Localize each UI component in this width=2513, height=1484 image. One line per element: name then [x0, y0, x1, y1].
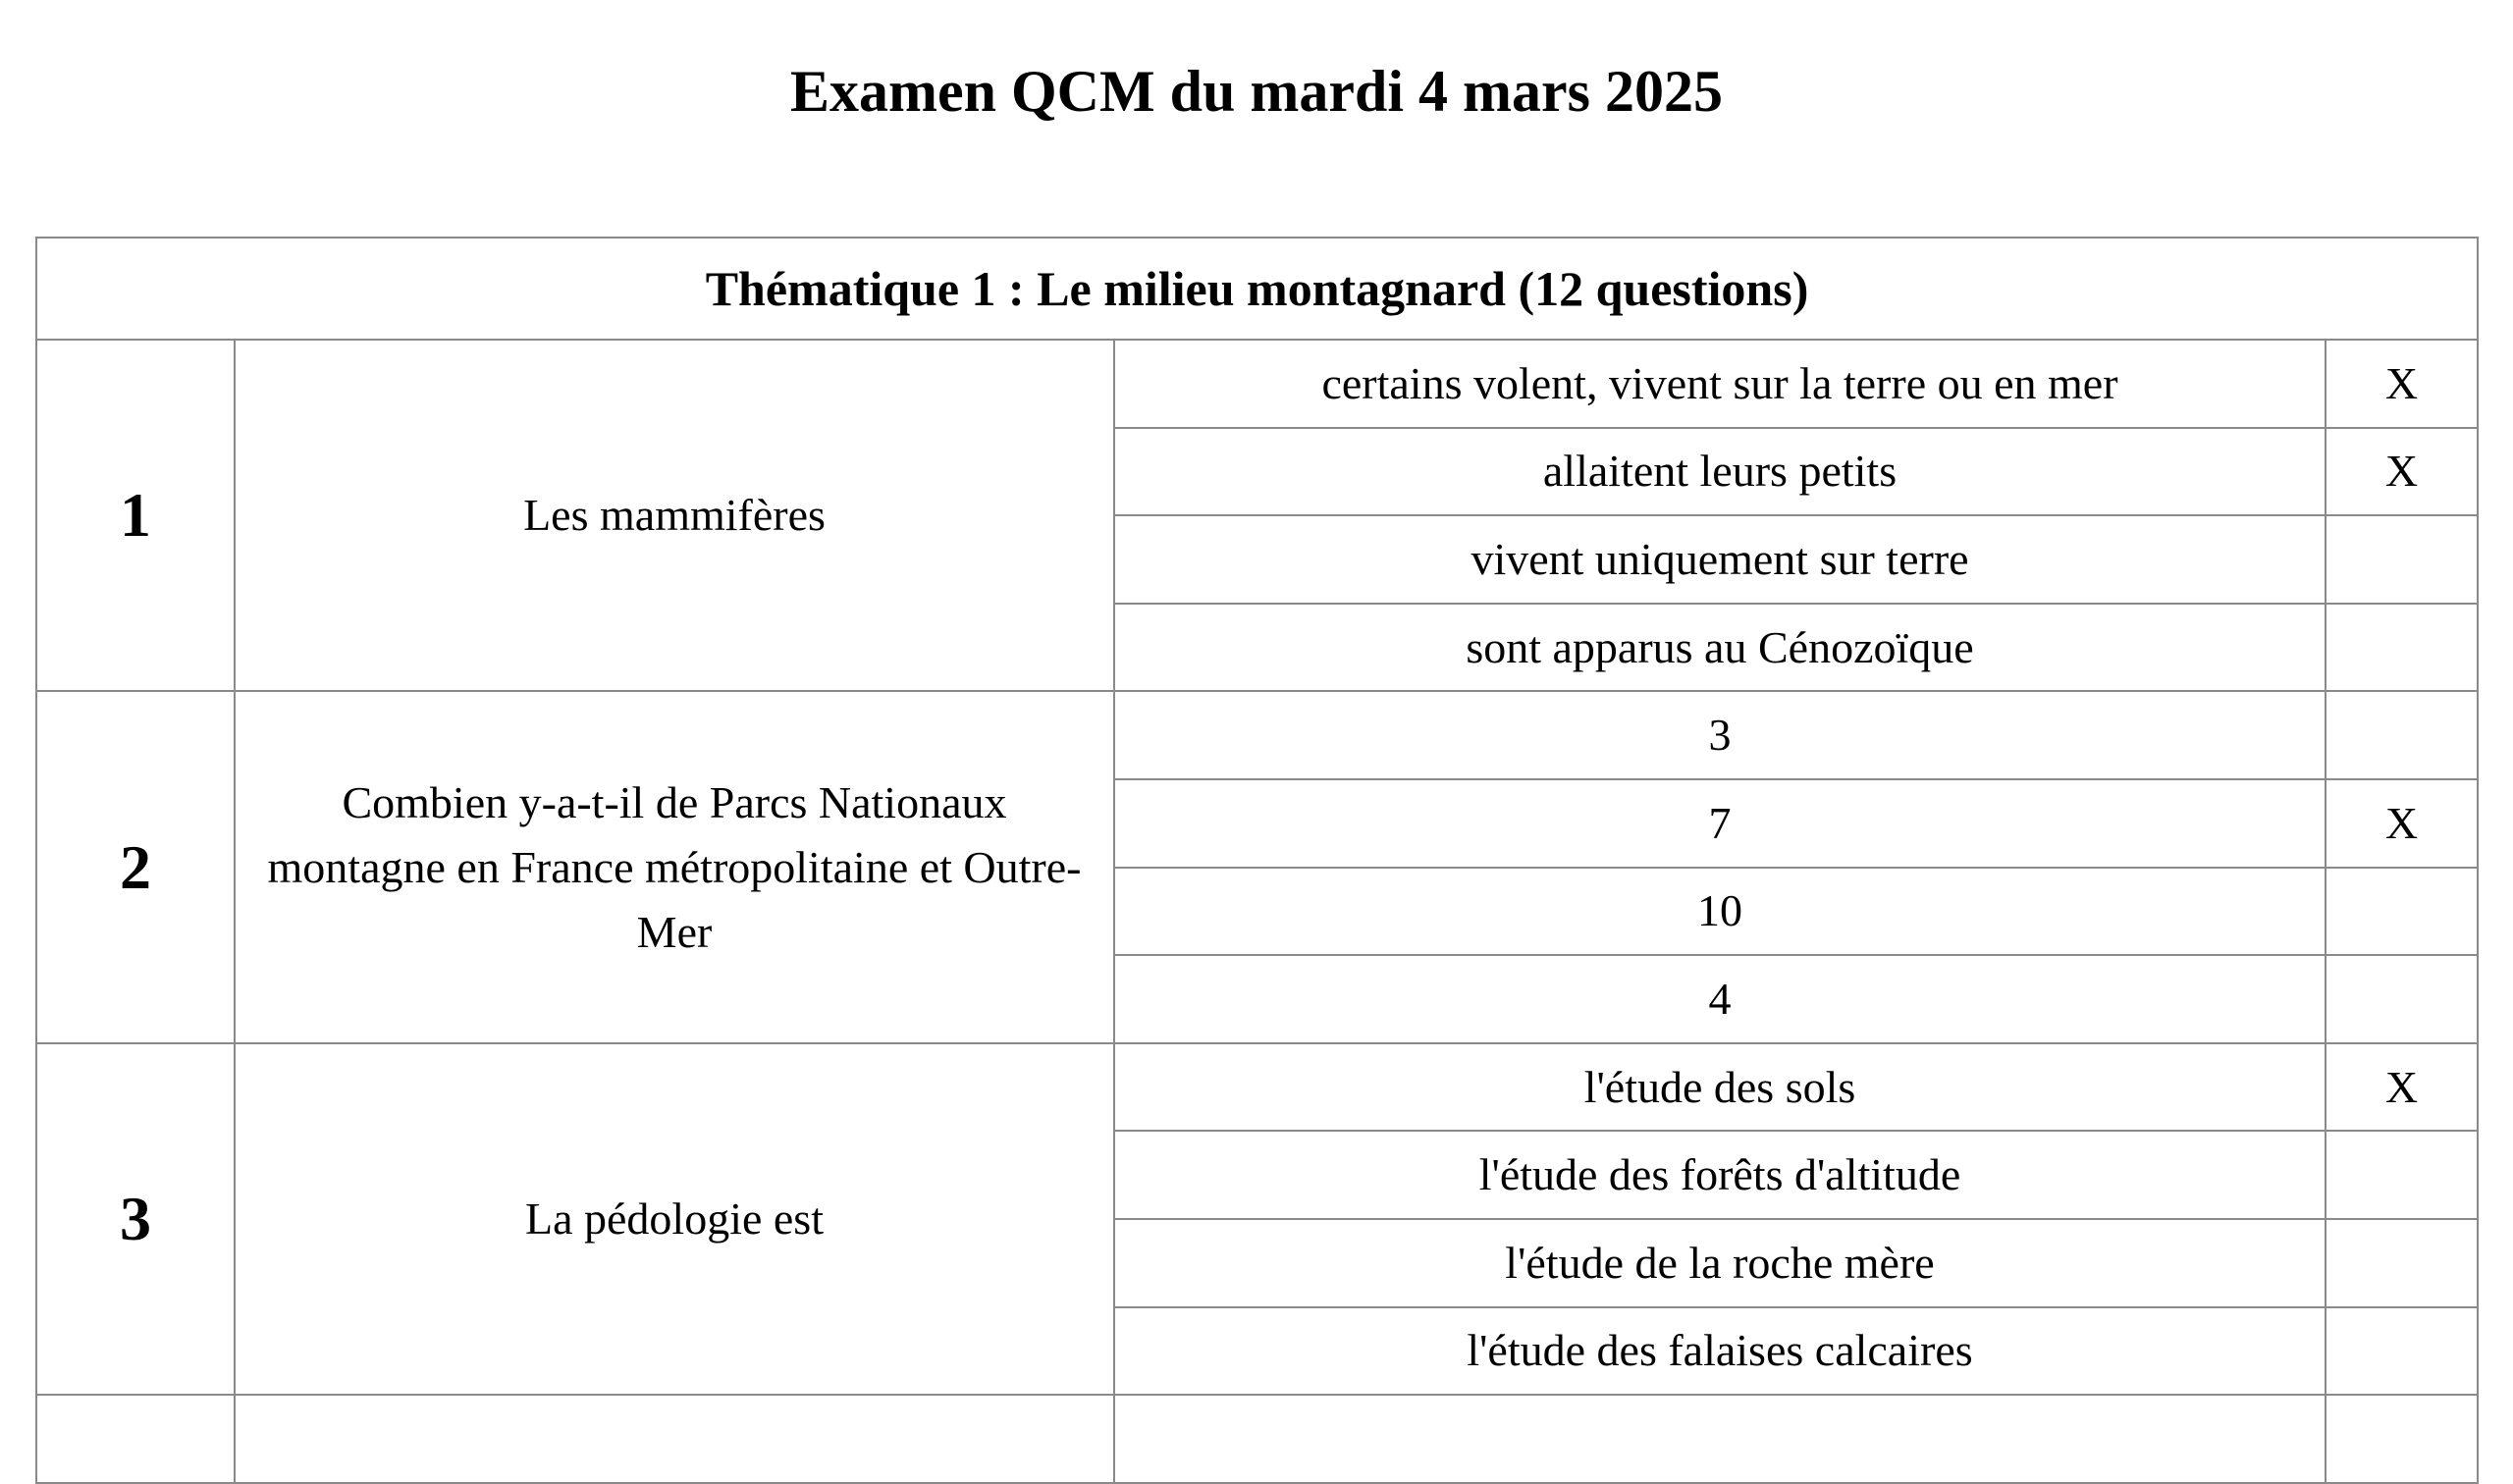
answer-option: 3: [1114, 691, 2326, 779]
answer-mark: [2326, 1131, 2478, 1219]
answer-option: 10: [1114, 868, 2326, 956]
question-number: 2: [36, 691, 235, 1042]
answer-option: certains volent, vivent sur la terre ou en mer: [1114, 340, 2326, 428]
answer-option: allaitent leurs petits: [1114, 428, 2326, 516]
answer-option: sont apparus au Cénozoïque: [1114, 604, 2326, 692]
answer-option: l'étude des falaises calcaires: [1114, 1307, 2326, 1396]
answer-option: 7: [1114, 779, 2326, 868]
empty-cell: [1114, 1395, 2326, 1483]
empty-cell: [235, 1395, 1114, 1483]
answer-mark: X: [2326, 428, 2478, 516]
empty-cell: [2326, 1395, 2478, 1483]
answer-mark: X: [2326, 340, 2478, 428]
thematic-header: Thématique 1 : Le milieu montagnard (12 questions): [36, 238, 2478, 340]
answer-mark: [2326, 515, 2478, 604]
answer-option: vivent uniquement sur terre: [1114, 515, 2326, 604]
answer-row: [36, 1043, 2478, 1132]
question-text: Les mammifères: [235, 340, 1114, 691]
answer-mark: [2326, 691, 2478, 779]
answer-row: [36, 340, 2478, 428]
answer-option: 4: [1114, 955, 2326, 1043]
page-title: Examen QCM du mardi 4 mars 2025: [790, 59, 1723, 124]
qcm-table: [35, 237, 2479, 1484]
thematic-header-row: [36, 238, 2478, 340]
answer-row: [36, 691, 2478, 779]
question-text: La pédologie est: [235, 1043, 1114, 1395]
question-number: 1: [36, 340, 235, 691]
answer-option: l'étude de la roche mère: [1114, 1219, 2326, 1307]
next-question-row: [36, 1395, 2478, 1483]
answer-mark: [2326, 1219, 2478, 1307]
answer-option: l'étude des sols: [1114, 1043, 2326, 1132]
answer-mark: [2326, 868, 2478, 956]
question-number: 3: [36, 1043, 235, 1395]
question-text: Combien y-a-t-il de Parcs Nationaux montagne en France métropolitaine et Outre-Mer: [235, 691, 1114, 1042]
answer-mark: [2326, 1307, 2478, 1396]
empty-cell: [36, 1395, 235, 1483]
answer-mark: [2326, 955, 2478, 1043]
answer-option: l'étude des forêts d'altitude: [1114, 1131, 2326, 1219]
answer-mark: X: [2326, 1043, 2478, 1132]
answer-mark: [2326, 604, 2478, 692]
answer-mark: X: [2326, 779, 2478, 868]
